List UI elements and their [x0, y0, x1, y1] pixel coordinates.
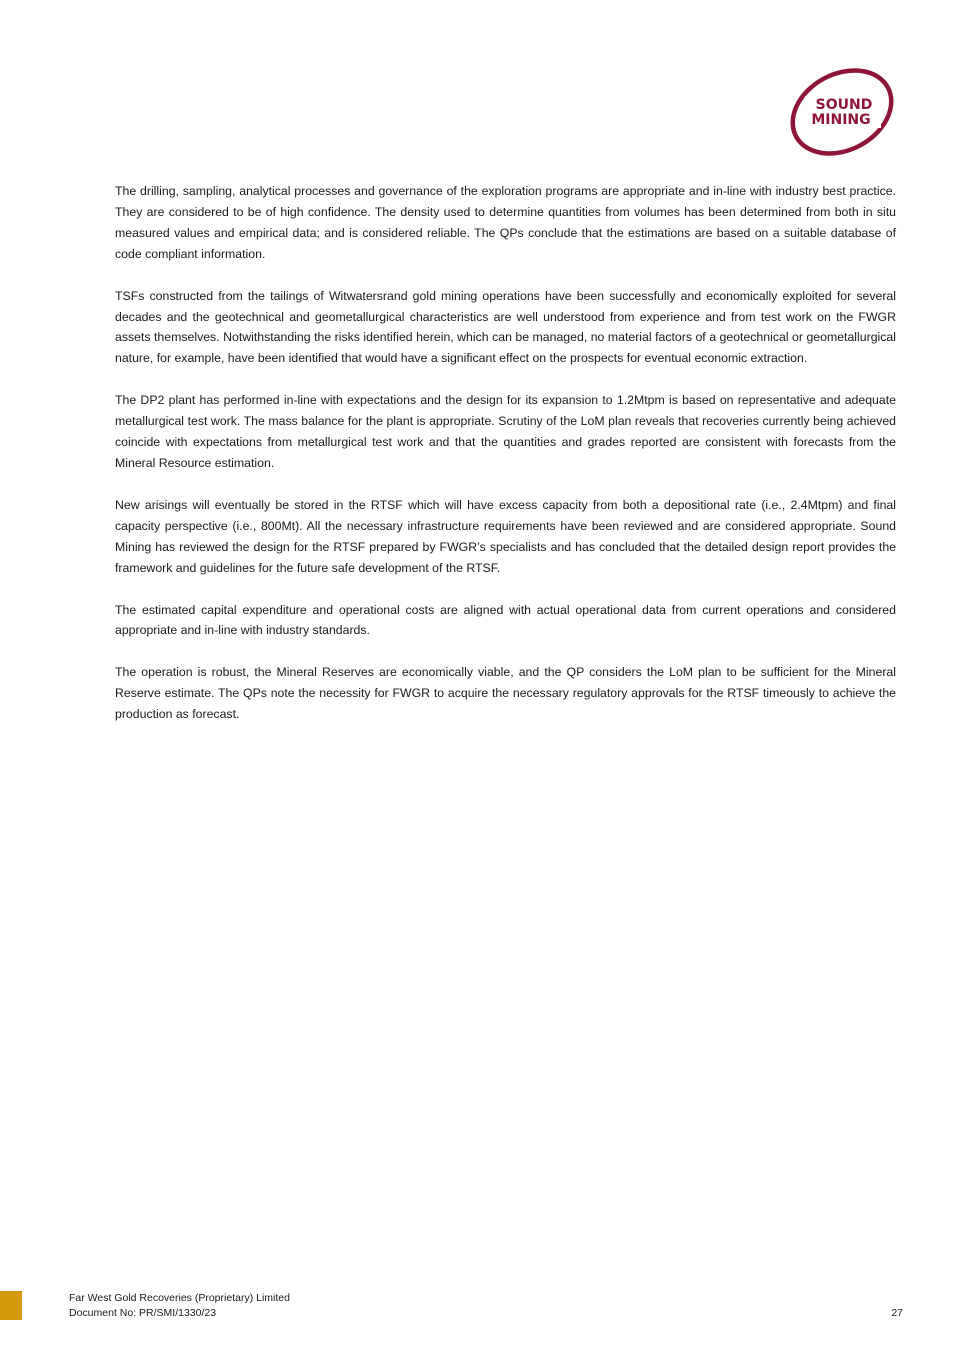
paragraph-tsf-characteristics: TSFs constructed from the tailings of Witwatersrand gold mining operations have been successfully and economically exploited for several decades and the geotechnical and geometallurgical characteristics are well understood from experience and from test work on the FWGR assets themselves. Notwithstanding the risks identified herein, which can be managed, no material factors of a geotechnical or geometallurgical nature, for example, have been identified that would have a significant effect on the prospects for eventual economic extraction. — [115, 288, 896, 366]
paragraph-rtsf-capacity: New arisings will eventually be stored in the RTSF which will have excess capacity from both a depositional rate (i.e., 2.4Mtpm) and final capacity perspective (i.e., 800Mt). All the necessary infrastructure requirements have been reviewed and are considered appropriate. Sound Mining has reviewed the design for the RTSF prepared by FWGR’s specialists and has concluded that the detailed design report provides the framework and guidelines for the future safe development of the RTSF. — [115, 497, 896, 575]
paragraph-costs: The estimated capital expenditure and operational costs are aligned with actual operational data from current operations and considered appropriate and in-line with industry standards. — [115, 602, 896, 638]
page-number: 27 — [891, 1307, 903, 1319]
paragraph-operation-robustness: The operation is robust, the Mineral Reserves are economically viable, and the QP considers the LoM plan to be sufficient for the Mineral Reserve estimate. The QPs note the necessity for FWGR to acquire the necessary regulatory approvals for the RTSF timeously to achieve the production as forecast. — [115, 665, 896, 722]
footer-accent-bar — [0, 1291, 22, 1320]
logo-line-1: SOUND — [815, 97, 873, 113]
footer-company: Far West Gold Recoveries (Proprietary) Limited — [69, 1292, 290, 1304]
logo-line-2: MINING — [811, 112, 871, 128]
sound-mining-logo-icon — [783, 66, 901, 158]
footer — [69, 1291, 290, 1320]
footer-document-number: Document No: PR/SMI/1330/23 — [69, 1306, 217, 1319]
sound-mining-logo — [783, 66, 901, 158]
document-body — [115, 181, 896, 746]
paragraph-dp2-plant: The DP2 plant has performed in-line with expectations and the design for its expansion to 1.2Mtpm is based on representative and adequate metallurgical test work. The mass balance for the plant is appropriate. Scrutiny of the LoM plan reveals that recoveries currently being achieved coincide with expectations from metallurgical test work and that the quantities and grades reported are consistent with forecasts from the Mineral Resource estimation. — [115, 393, 896, 470]
paragraph-data-confidence: The drilling, sampling, analytical processes and governance of the exploration programs are appropriate and in-line with industry best practice. They are considered to be of high confidence. The density used to determine quantities from volumes has been determined from both in situ measured values and empirical data; and is considered reliable. The QPs conclude that the estimations are based on a suitable database of code compliant information. — [115, 184, 896, 261]
